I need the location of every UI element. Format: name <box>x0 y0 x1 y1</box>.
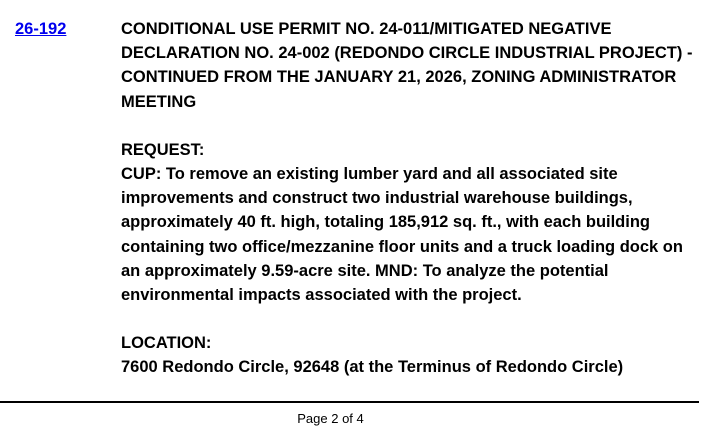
agenda-item-body <box>121 17 706 380</box>
location-heading: LOCATION: <box>121 334 212 353</box>
request-heading: REQUEST: <box>121 140 205 159</box>
page-number: Page 2 of 4 <box>297 411 364 426</box>
footer-divider <box>0 401 699 403</box>
item-title: CONDITIONAL USE PERMIT NO. 24-011/MITIGATED NEGATIVE DECLARATION NO. 24-002 (REDONDO CIRCLE INDUSTRIAL PROJECT) - CONTINUED FROM THE JANUARY 21, 2026, ZONING ADMINISTRATOR MEETING <box>121 20 693 111</box>
request-text: CUP: To remove an existing lumber yard and all associated site improvements and construct two industrial warehouse buildings, approximately 40 ft. high, totaling 185,912 sq. ft., with each building containing two office/mezzanine floor units and a truck loading dock on an approximately 9.59-acre site. MND: To analyze the potential environmental impacts associated with the project. <box>121 165 683 305</box>
item-number-link[interactable]: 26-192 <box>15 20 67 38</box>
spacer <box>121 114 706 138</box>
spacer <box>121 307 706 331</box>
location-text: 7600 Redondo Circle, 92648 (at the Terminus of Redondo Circle) <box>121 358 624 377</box>
